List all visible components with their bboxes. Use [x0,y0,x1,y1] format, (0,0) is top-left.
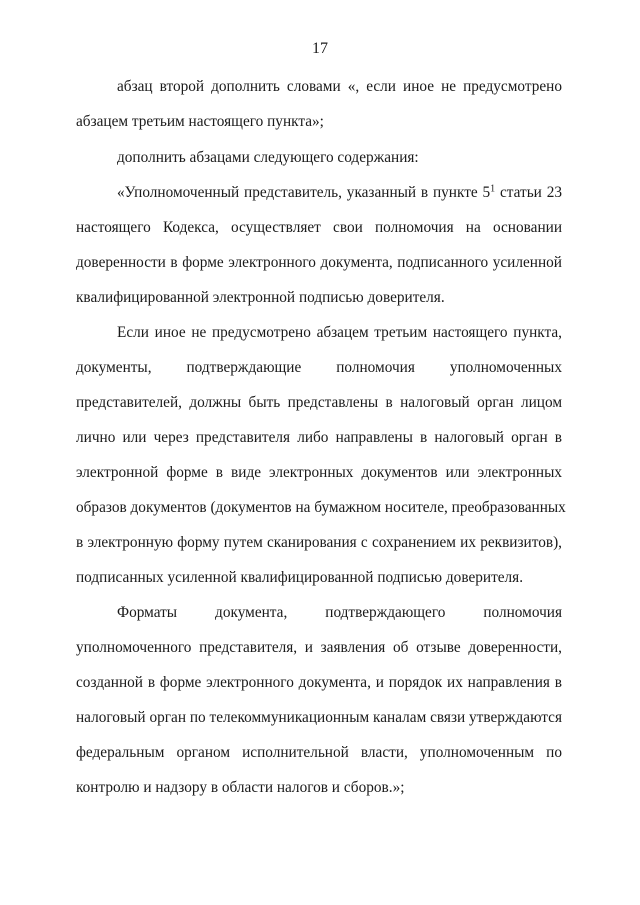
paragraph-line: Форматы документа, подтверждающего полномочия [117,604,562,621]
paragraph-line: подписанных усиленной квалифицированной подписью доверителя. [76,569,524,586]
line-text: статьи 23 [495,184,562,201]
paragraph-line: Если иное не предусмотрено абзацем третьим настоящего пункта, [117,324,562,341]
paragraph-line: образов документов (документов на бумажном носителе, преобразованных [76,499,566,516]
paragraph-line: представителей, должны быть представлены в налоговый орган лицом [76,394,562,411]
paragraph-line: документы, подтверждающие полномочия уполномоченных [76,359,562,376]
paragraph-line: лично или через представителя либо направлены в налоговый орган в [76,429,562,446]
paragraph-line: квалифицированной электронной подписью доверителя. [76,289,445,306]
paragraph-line: абзац второй дополнить словами «, если иное не предусмотрено [117,78,562,95]
page-number: 17 [312,40,328,57]
paragraph-line: уполномоченного представителя, и заявления об отзыве доверенности, [76,639,562,656]
paragraph-line: дополнить абзацами следующего содержания: [117,149,419,166]
paragraph-line: созданной в форме электронного документа, и порядок их направления в [76,674,562,691]
paragraph-line [117,183,562,203]
paragraph-line: электронной форме в виде электронных документов или электронных [76,464,562,481]
paragraph-line: налоговый орган по телекоммуникационным каналам связи утверждаются [76,709,562,726]
paragraph-line: контролю и надзору в области налогов и сборов.»; [76,779,405,796]
paragraph-line: абзацем третьим настоящего пункта»; [76,113,324,130]
superscript: 1 [490,183,496,195]
paragraph-line: в электронную форму путем сканирования с сохранением их реквизитов), [76,534,562,551]
paragraph-line: доверенности в форме электронного документа, подписанного усиленной [76,254,562,271]
paragraph-line: настоящего Кодекса, осуществляет свои полномочия на основании [76,219,562,236]
line-text: «Уполномоченный представитель, указанный в пункте 5 [117,184,491,201]
paragraph-line: федеральным органом исполнительной власти, уполномоченным по [76,744,562,761]
